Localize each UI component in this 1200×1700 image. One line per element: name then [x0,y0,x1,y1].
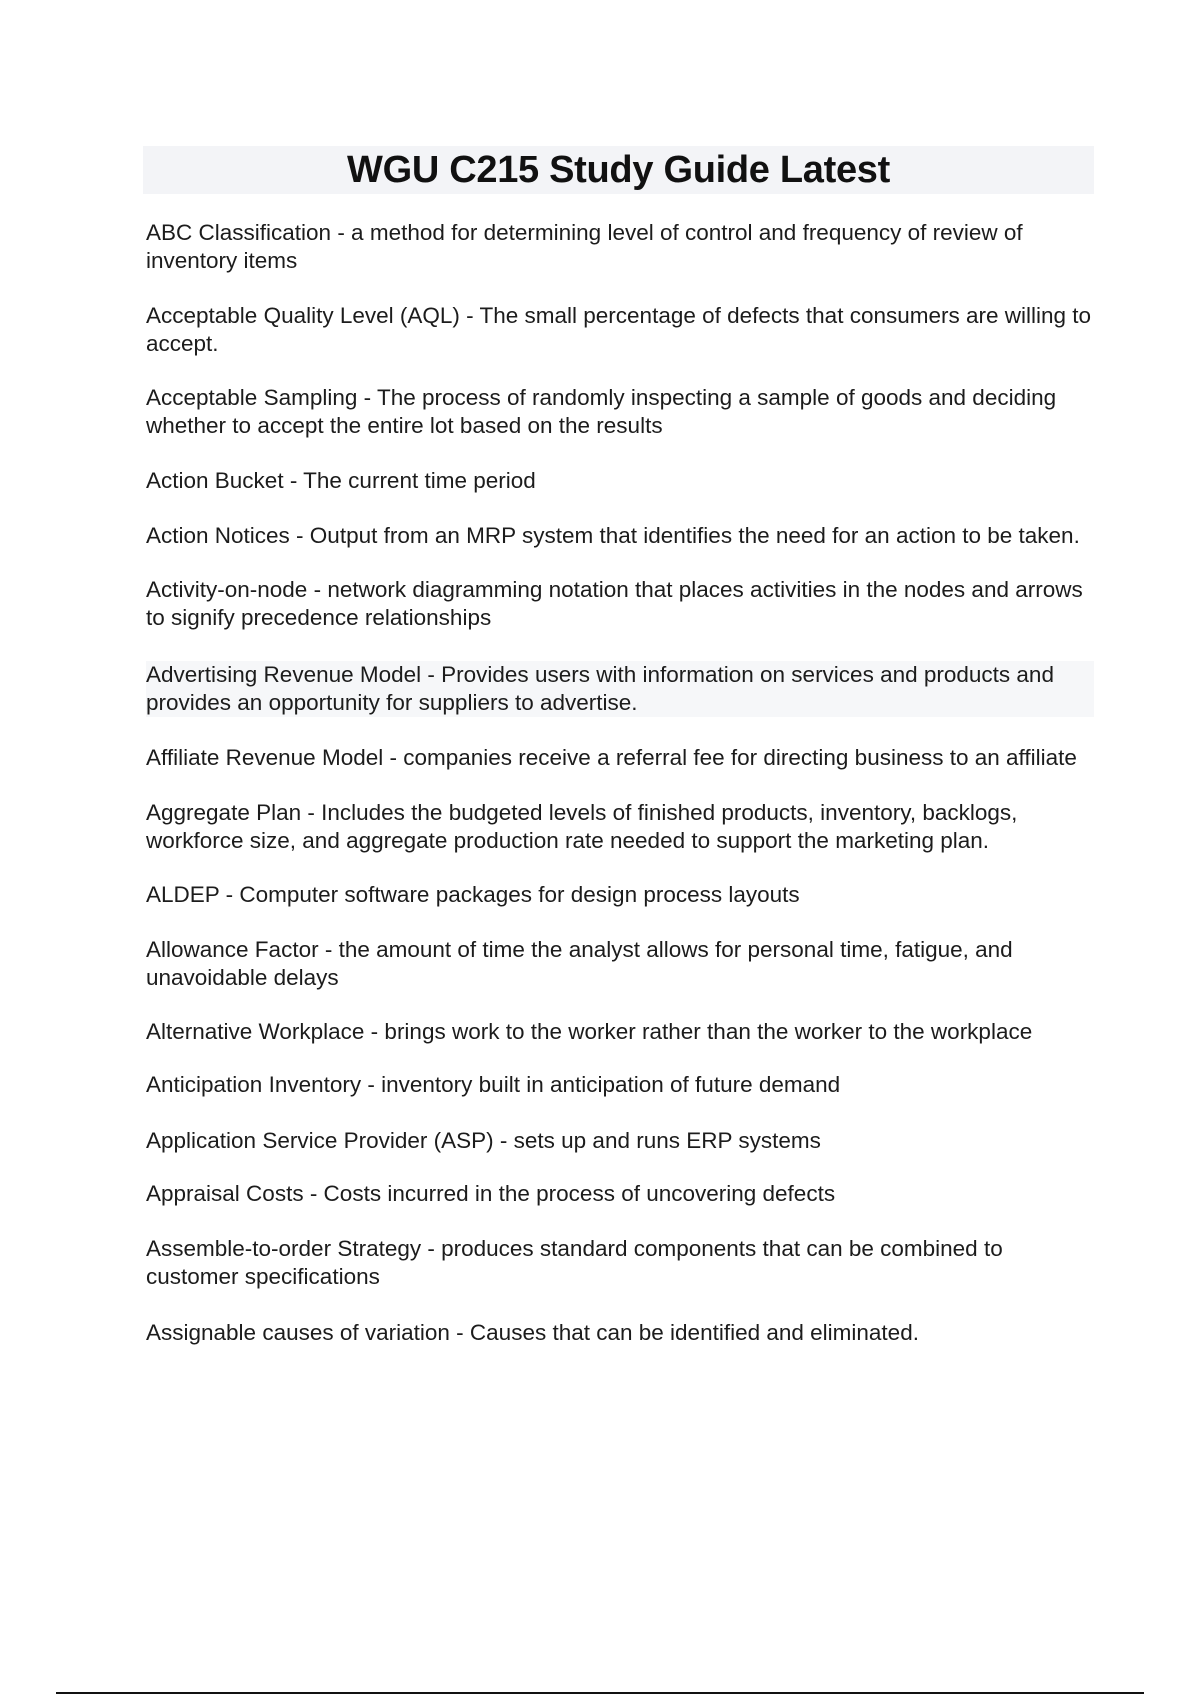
title-banner [143,146,1094,194]
glossary-entry-aql: Acceptable Quality Level (AQL) - The small percentage of defects that consumers are willing to accept. [146,303,1092,356]
glossary-entry-assemble-to-order: Assemble-to-order Strategy - produces standard components that can be combined to customer specifications [146,1236,1003,1289]
glossary-entry-affiliate-revenue-model: Affiliate Revenue Model - companies receive a referral fee for directing business to an affiliate [146,745,1077,770]
footer-divider [56,1692,1144,1694]
glossary-entry-action-bucket: Action Bucket - The current time period [146,468,536,493]
glossary-entry-allowance-factor: Allowance Factor - the amount of time the analyst allows for personal time, fatigue, and unavoidable delays [146,937,1013,990]
glossary-entry-assignable-causes: Assignable causes of variation - Causes that can be identified and eliminated. [146,1320,919,1345]
glossary-list [146,219,1094,1347]
glossary-entry-aldep: ALDEP - Computer software packages for design process layouts [146,882,800,907]
glossary-entry-aggregate-plan: Aggregate Plan - Includes the budgeted levels of finished products, inventory, backlogs, workforce size, and aggregate production rate needed to support the marketing plan. [146,800,1018,853]
glossary-entry-asp: Application Service Provider (ASP) - sets up and runs ERP systems [146,1128,821,1153]
glossary-entry-advertising-revenue-model: Advertising Revenue Model - Provides users with information on services and products and provides an opportunity for suppliers to advertise. [146,661,1094,717]
glossary-entry-anticipation-inventory: Anticipation Inventory - inventory built in anticipation of future demand [146,1072,841,1097]
glossary-entry-appraisal-costs: Appraisal Costs - Costs incurred in the process of uncovering defects [146,1181,836,1206]
glossary-entry-alternative-workplace: Alternative Workplace - brings work to the worker rather than the worker to the workplace [146,1019,1033,1044]
glossary-entry-activity-on-node: Activity-on-node - network diagramming notation that places activities in the nodes and arrows to signify precedence relationships [146,577,1083,630]
document-title: WGU C215 Study Guide Latest [347,148,890,191]
glossary-entry-acceptable-sampling: Acceptable Sampling - The process of randomly inspecting a sample of goods and deciding whether to accept the entire lot based on the results [146,385,1057,438]
glossary-entry-action-notices: Action Notices - Output from an MRP system that identifies the need for an action to be taken. [146,523,1080,548]
glossary-entry-abc-classification: ABC Classification - a method for determining level of control and frequency of review of inventory items [146,220,1023,273]
